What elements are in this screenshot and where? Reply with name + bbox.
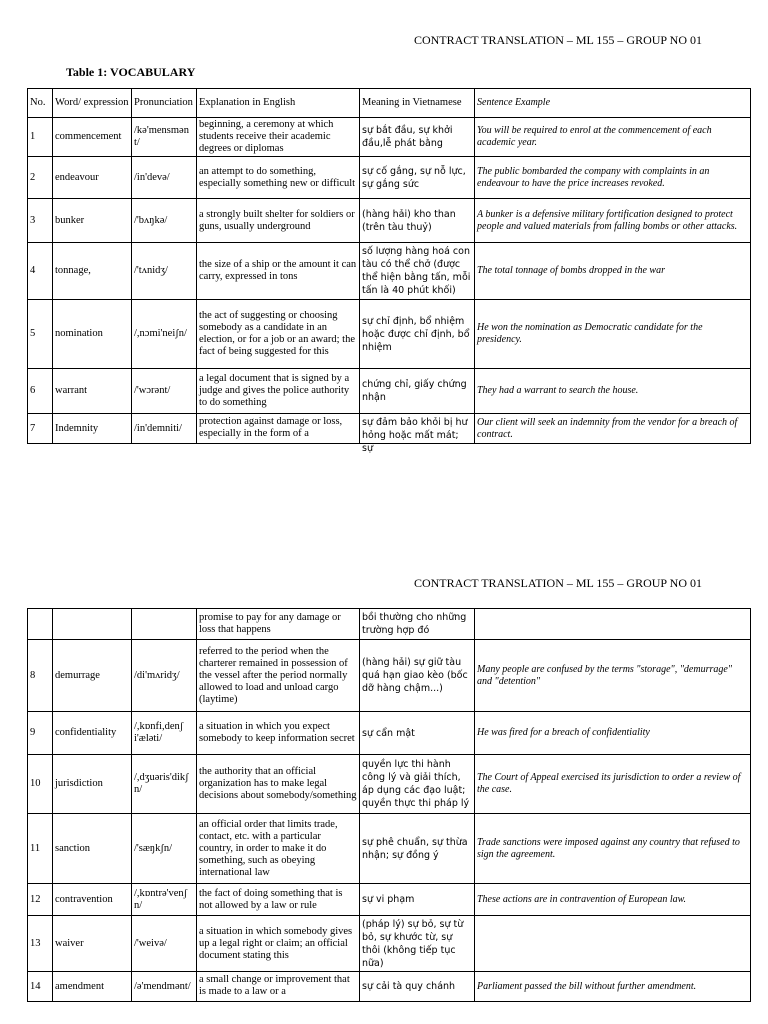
row-example: These actions are in contravention of European law. (475, 884, 751, 916)
row-vietnamese: (pháp lý) sự bỏ, sự từ bỏ, sự khước từ, sự thôi (không tiếp tục nữa) (360, 916, 475, 972)
row-example (475, 916, 751, 972)
header-no: No. (28, 89, 53, 118)
row-word: contravention (53, 884, 132, 916)
row-example: Our client will seek an indemnity from the vendor for a breach of contract. (475, 414, 751, 444)
row-pronunciation: /'weivə/ (132, 916, 197, 972)
row-explanation: a strongly built shelter for soldiers or guns, usually underground (197, 199, 360, 243)
header-explanation: Explanation in English (197, 89, 360, 118)
table-row (28, 916, 751, 972)
row-pronunciation: /in'devə/ (132, 157, 197, 199)
row-explanation: the authority that an official organization has to make legal decisions about somebody/something (197, 755, 360, 814)
row-pronunciation: /in'demniti/ (132, 414, 197, 444)
header-pronunciation: Pronunciation (132, 89, 197, 118)
row-no (28, 609, 53, 640)
row-no: 4 (28, 243, 53, 300)
row-vietnamese: (hàng hải) sự giữ tàu quá hạn giao kèo (bốc dỡ hàng chậm...) (360, 640, 475, 712)
row-vietnamese: chứng chỉ, giấy chứng nhận (360, 369, 475, 414)
table-row (28, 199, 751, 243)
row-vietnamese: bồi thường cho những trường hợp đó (360, 609, 475, 640)
row-pronunciation: /di'mʌridʒ/ (132, 640, 197, 712)
table-row (28, 243, 751, 300)
row-no: 5 (28, 300, 53, 369)
row-pronunciation: /,nɔmi'neiʃn/ (132, 300, 197, 369)
row-explanation: referred to the period when the charterer remained in possession of the vessel after the period normally allowed to load and unload cargo (laytime) (197, 640, 360, 712)
row-vietnamese: quyền lực thi hành công lý và giải thích, áp dụng các đạo luật; quyền thực thi pháp lý (360, 755, 475, 814)
row-word (53, 609, 132, 640)
row-word: waiver (53, 916, 132, 972)
row-no: 13 (28, 916, 53, 972)
row-vietnamese: sự vi phạm (360, 884, 475, 916)
row-no: 6 (28, 369, 53, 414)
row-word: endeavour (53, 157, 132, 199)
row-pronunciation: /'tʌnidʒ/ (132, 243, 197, 300)
row-pronunciation: /'wɔrənt/ (132, 369, 197, 414)
row-vietnamese: sự cố gắng, sự nỗ lực, sự gắng sức (360, 157, 475, 199)
row-word: commencement (53, 118, 132, 157)
row-word: amendment (53, 972, 132, 1002)
row-explanation: beginning, a ceremony at which students receive their academic degrees or diplomas (197, 118, 360, 157)
table-header-row (28, 89, 751, 118)
row-no: 2 (28, 157, 53, 199)
row-explanation: the size of a ship or the amount it can carry, expressed in tons (197, 243, 360, 300)
row-explanation: promise to pay for any damage or loss that happens (197, 609, 360, 640)
row-example: You will be required to enrol at the commencement of each academic year. (475, 118, 751, 157)
row-example: They had a warrant to search the house. (475, 369, 751, 414)
row-word: bunker (53, 199, 132, 243)
row-no: 8 (28, 640, 53, 712)
row-vietnamese: (hàng hải) kho than (trên tàu thuỷ) (360, 199, 475, 243)
table-row (28, 755, 751, 814)
row-word: nomination (53, 300, 132, 369)
row-example: The public bombarded the company with complaints in an endeavour to have the price increases revoked. (475, 157, 751, 199)
row-no: 12 (28, 884, 53, 916)
row-word: tonnage, (53, 243, 132, 300)
row-example: A bunker is a defensive military fortification designed to protect people and valued materials from falling bombs or other attacks. (475, 199, 751, 243)
row-explanation: an attempt to do something, especially something new or difficult (197, 157, 360, 199)
table-row (28, 972, 751, 1002)
row-no: 14 (28, 972, 53, 1002)
row-example: He was fired for a breach of confidentiality (475, 712, 751, 755)
header-example: Sentence Example (475, 89, 751, 118)
table-row (28, 300, 751, 369)
row-example: The total tonnage of bombs dropped in the war (475, 243, 751, 300)
row-explanation (197, 972, 360, 1002)
row-pronunciation (132, 609, 197, 640)
row-explanation (197, 414, 360, 444)
row-pronunciation: /,dʒuəris'dikʃn/ (132, 755, 197, 814)
row-vietnamese: sự bắt đầu, sự khởi đầu,lễ phát bằng (360, 118, 475, 157)
page-header: CONTRACT TRANSLATION – ML 155 – GROUP NO 01 (413, 33, 702, 47)
row-explanation: a situation in which you expect somebody to keep information secret (197, 712, 360, 755)
row-explanation: the act of suggesting or choosing somebody as a candidate in an election, or for a job or an award; the fact of being suggested for this (197, 300, 360, 369)
table-row (28, 609, 751, 640)
row-example: Many people are confused by the terms "storage", "demurrage" and "detention" (475, 640, 751, 712)
row-no: 7 (28, 414, 53, 444)
row-explanation: a situation in which somebody gives up a legal right or claim; an official document stating this (197, 916, 360, 972)
row-no: 10 (28, 755, 53, 814)
row-no: 3 (28, 199, 53, 243)
row-example: Trade sanctions were imposed against any country that refused to sign the agreement. (475, 814, 751, 884)
row-vietnamese: sự cải tà quy chánh (360, 972, 475, 1002)
row-word: demurrage (53, 640, 132, 712)
vocabulary-table-continued (27, 608, 751, 1002)
row-pronunciation: /ə'mendmənt/ (132, 972, 197, 1002)
row-example: He won the nomination as Democratic candidate for the presidency. (475, 300, 751, 369)
row-explanation: a legal document that is signed by a judge and gives the police authority to do something (197, 369, 360, 414)
table-row (28, 640, 751, 712)
row-explanation: an official order that limits trade, contact, etc. with a particular country, in order to make it do something, such as obeying international law (197, 814, 360, 884)
row-explanation: the fact of doing something that is not allowed by a law or rule (197, 884, 360, 916)
row-word: Indemnity (53, 414, 132, 444)
row-vietnamese: sự cẩn mật (360, 712, 475, 755)
table-row (28, 118, 751, 157)
row-word: jurisdiction (53, 755, 132, 814)
row-word: warrant (53, 369, 132, 414)
row-word: sanction (53, 814, 132, 884)
vocabulary-table (27, 88, 751, 454)
header-vietnamese: Meaning in Vietnamese (360, 89, 475, 118)
row-pronunciation: /,kɒnfi,denʃi'æləti/ (132, 712, 197, 755)
row-pronunciation: /kə'mensmənt/ (132, 118, 197, 157)
table-row (28, 414, 751, 444)
row-pronunciation: /,kɒntrə'venʃn/ (132, 884, 197, 916)
row-word: confidentiality (53, 712, 132, 755)
row-pronunciation: /'sæŋkʃn/ (132, 814, 197, 884)
row-explanation-text: protection against damage or loss, especially in the form of a (199, 415, 343, 439)
row-pronunciation: /'bʌŋkə/ (132, 199, 197, 243)
row-explanation-text: a small change or improvement that is made to a law or a (199, 973, 350, 997)
table-row (28, 712, 751, 755)
row-no: 9 (28, 712, 53, 755)
table-row (28, 369, 751, 414)
row-example (475, 609, 751, 640)
row-example: Parliament passed the bill without further amendment. (475, 972, 751, 1002)
row-example: The Court of Appeal exercised its jurisdiction to order a review of the case. (475, 755, 751, 814)
table-title: Table 1: VOCABULARY (66, 65, 196, 79)
header-word: Word/ expression (53, 89, 132, 118)
row-no: 11 (28, 814, 53, 884)
table-row (28, 884, 751, 916)
row-vietnamese-text: sự đảm bảo khỏi bị hư hỏng hoặc mất mát; sự (362, 416, 468, 454)
table-row (28, 814, 751, 884)
row-vietnamese (360, 414, 475, 454)
row-vietnamese: sự chỉ định, bổ nhiệm hoặc được chỉ định, bổ nhiệm (360, 300, 475, 369)
row-no: 1 (28, 118, 53, 157)
row-vietnamese: số lượng hàng hoá con tàu có thể chở (được thể hiện bằng tấn, mỗi tấn là 40 phút khối) (360, 243, 475, 300)
row-vietnamese: sự phê chuẩn, sự thừa nhận; sự đồng ý (360, 814, 475, 884)
table-row (28, 157, 751, 199)
page-header-2: CONTRACT TRANSLATION – ML 155 – GROUP NO 01 (413, 576, 702, 590)
